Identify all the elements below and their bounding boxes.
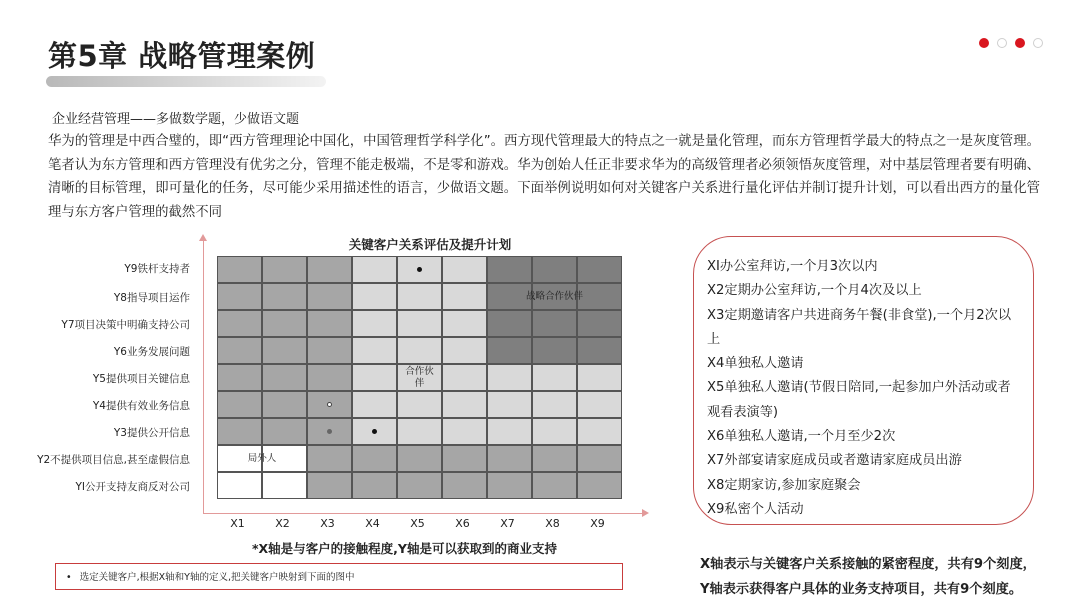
y-axis-label: Y6业务发展问题 [113, 345, 190, 358]
matrix-cell [532, 418, 577, 445]
chart-title: 关键客户关系评估及提升计划 [348, 237, 512, 252]
matrix-cell [307, 283, 352, 310]
matrix-cell [532, 337, 577, 364]
matrix-cell [217, 283, 262, 310]
matrix-cell [442, 472, 487, 499]
matrix-cell [577, 418, 622, 445]
matrix-cell [262, 310, 307, 337]
matrix-cell [532, 391, 577, 418]
region-label: 局外人 [247, 452, 277, 464]
matrix-cell [487, 337, 532, 364]
matrix-cell [487, 364, 532, 391]
page-title: 第5章 战略管理案例 [48, 39, 316, 73]
matrix-cell [262, 418, 307, 445]
matrix-cell [262, 337, 307, 364]
matrix-cell [217, 364, 262, 391]
intro-paragraph: 华为的管理是中西合璧的，即“西方管理理论中国化，中国管理哲学科学化”。西方现代管理最大的特点之一就是量化管理，而东方管理哲学最大的特点之一是灰度管理。笔者认为东方管理和西方管理没有优劣之分，管理不能走极端，不是零和游戏。华为创始人任正非要求华为的高级管理者必须领悟灰度管理，对中基层管理者要有明确、清晰的目标管理，即可量化的任务，尽可能少采用描述性的语言，少做语文题。下面举例说明如何对关键客户关系进行量化评估并制订提升计划，可以看出西方的量化管理与东方客户管理的截然不同 [48, 134, 1040, 220]
matrix-cell [442, 283, 487, 310]
legend-item: X9私密个人活动 [707, 501, 804, 517]
matrix-cell [487, 445, 532, 472]
legend-item: XI办公室拜访,一个月3次以内 [707, 259, 878, 274]
matrix-cell [217, 418, 262, 445]
y-axis-label: Y7项目决策中明确支持公司 [61, 318, 190, 331]
matrix-cell [487, 256, 532, 283]
matrix-cell [397, 418, 442, 445]
x-axis-label: X2 [275, 517, 290, 530]
matrix-cell [307, 445, 352, 472]
matrix-cell [262, 472, 307, 499]
y-axis-label: Y4提供有效业务信息 [92, 399, 190, 412]
client-marker [327, 429, 332, 434]
matrix-cell [217, 337, 262, 364]
legend-item: X8定期家访,参加家庭聚会 [707, 477, 861, 493]
instruction-box [55, 563, 623, 590]
instruction-bullet: • [66, 572, 72, 583]
matrix-cell [442, 391, 487, 418]
x-axis-label: X4 [365, 517, 380, 530]
legend-item: X4单独私人邀请 [707, 356, 804, 372]
y-axis-label: Y5提供项目关键信息 [92, 372, 190, 385]
matrix-cell [577, 256, 622, 283]
x-axis-line [203, 513, 643, 514]
x-axis-label: X1 [230, 517, 245, 530]
matrix-cell [577, 337, 622, 364]
y-axis-label: Y9铁杆支持者 [124, 262, 190, 275]
matrix-cell [352, 256, 397, 283]
matrix-cell [577, 391, 622, 418]
title-underline [46, 76, 326, 87]
legend-item: X6单独私人邀请,一个月至少2次 [707, 429, 896, 445]
matrix-cell [217, 310, 262, 337]
matrix-cell [532, 364, 577, 391]
matrix-cell [262, 256, 307, 283]
x-axis-label: X3 [320, 517, 335, 530]
legend-item: X5单独私人邀请(节假日陪同,一起参加户外活动或者观看表演等) [707, 380, 1011, 420]
matrix-cell [217, 472, 262, 499]
y-axis-label: Y2不提供项目信息,甚至虚假信息 [37, 453, 190, 466]
matrix-cell [352, 337, 397, 364]
matrix-cell [307, 256, 352, 283]
matrix-cell [262, 364, 307, 391]
page-dot-4[interactable] [1033, 38, 1043, 48]
matrix-cell [352, 472, 397, 499]
region-label: 战略合作伙伴 [525, 290, 583, 302]
matrix-cell [487, 472, 532, 499]
matrix-cell [532, 256, 577, 283]
matrix-cell [352, 391, 397, 418]
y-axis-arrow [199, 234, 207, 241]
matrix-cell [397, 391, 442, 418]
chart-footnote: *X轴是与客户的接触程度,Y轴是可以获取到的商业支持 [252, 541, 557, 556]
legend-item: X7外部宴请家庭成员或者邀请家庭成员出游 [707, 453, 962, 469]
matrix-cell [352, 283, 397, 310]
matrix-cell [352, 445, 397, 472]
legend-item: X3定期邀请客户共进商务午餐(非食堂),一个月2次以上 [707, 307, 1012, 347]
y-axis-label: Y8指导项目运作 [113, 291, 190, 304]
region-label: 合作伙 伴 [405, 366, 434, 389]
page-dot-2[interactable] [997, 38, 1007, 48]
matrix-cell [442, 337, 487, 364]
matrix-cell [217, 256, 262, 283]
x-axis-label: X7 [500, 517, 515, 530]
x-definition-legend [693, 236, 1034, 525]
matrix-cell [442, 445, 487, 472]
page-dot-3[interactable] [1015, 38, 1025, 48]
legend-item: X2定期办公室拜访,一个月4次及以上 [707, 283, 922, 299]
matrix-cell [397, 445, 442, 472]
matrix-cell [397, 337, 442, 364]
x-axis-label: X5 [410, 517, 425, 530]
client-marker [372, 429, 377, 434]
matrix-cell [262, 283, 307, 310]
y-axis-label: YI公开支持友商反对公司 [75, 480, 190, 493]
page-dot-1[interactable] [979, 38, 989, 48]
matrix-cell [307, 364, 352, 391]
x-axis-arrow [642, 509, 649, 517]
instruction-text: 选定关键客户,根据X轴和Y轴的定义,把关键客户映射到下面的图中 [79, 572, 355, 583]
matrix-cell [487, 391, 532, 418]
matrix-cell [307, 337, 352, 364]
matrix-cell [217, 391, 262, 418]
matrix-cell [487, 310, 532, 337]
matrix-cell [577, 364, 622, 391]
y-axis-description: Y轴表示获得客户具体的业务支持项目，共有9个刻度。 [700, 582, 1023, 597]
matrix-cell [577, 445, 622, 472]
matrix-cell [262, 391, 307, 418]
matrix-cell [352, 364, 397, 391]
x-axis-description: X轴表示与关键客户关系接触的紧密程度，共有9个刻度， [700, 557, 1036, 572]
matrix-cell [442, 256, 487, 283]
matrix-cell [397, 310, 442, 337]
x-axis-label: X9 [590, 517, 605, 530]
matrix-cell [442, 310, 487, 337]
matrix-cell [307, 472, 352, 499]
matrix-cell [532, 472, 577, 499]
y-axis-line [203, 238, 204, 514]
matrix-cell [487, 418, 532, 445]
matrix-cell [307, 310, 352, 337]
matrix-cell [532, 445, 577, 472]
matrix-cell [397, 283, 442, 310]
section-subtitle: 企业经营管理——多做数学题，少做语文题 [52, 112, 300, 127]
matrix-cell [577, 310, 622, 337]
matrix-cell [442, 418, 487, 445]
x-axis-label: X8 [545, 517, 560, 530]
matrix-cell [397, 472, 442, 499]
client-marker [417, 267, 422, 272]
matrix-cell [532, 310, 577, 337]
client-marker [327, 402, 332, 407]
page-indicator [979, 38, 1043, 48]
x-axis-label: X6 [455, 517, 470, 530]
matrix-cell [352, 310, 397, 337]
y-axis-label: Y3提供公开信息 [113, 426, 190, 439]
matrix-cell [442, 364, 487, 391]
matrix-cell [577, 472, 622, 499]
